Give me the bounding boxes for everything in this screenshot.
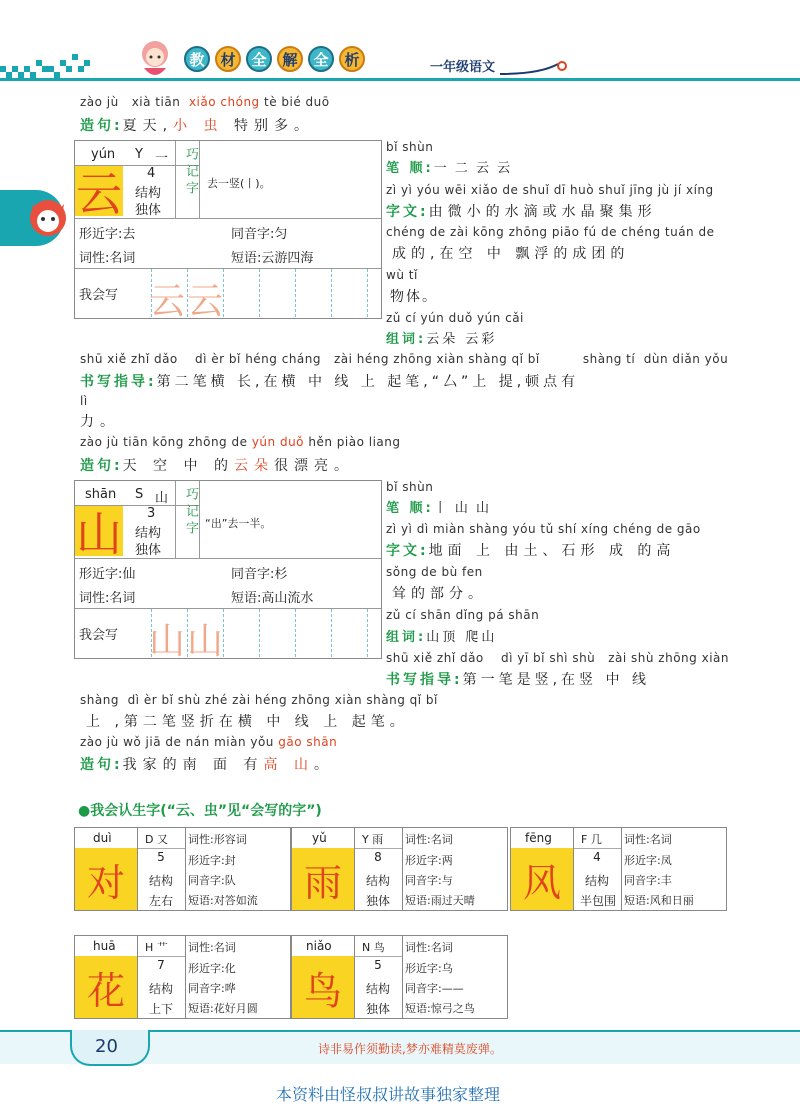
grid-line (259, 609, 260, 657)
card-letter: N 鸟 (362, 941, 385, 954)
qiaoji-tip: 去一竖(丨)。 (207, 177, 271, 190)
title-char: 教 (184, 46, 210, 72)
card-divider (75, 558, 381, 559)
card-pinyin: yǔ (312, 831, 327, 845)
card-struct: 结构 (148, 874, 173, 888)
card-letter: F 几 (581, 833, 602, 846)
guide-pinyin: shū xiě zhǐ dǎo dì èr bǐ héng cháng zài héng zhōng xiàn shàng qǐ bǐ shàng tí dùn diǎn yǒu (80, 352, 729, 366)
grid-line (331, 269, 332, 317)
ziyi-line-3: 物体。 (390, 289, 438, 305)
grid-line (223, 269, 224, 317)
card-struct-type: 独体 (135, 203, 162, 218)
card-big-char: 云 (76, 167, 122, 221)
tongyin-zi: 同音字:杉 (231, 567, 288, 582)
card-struct: 结构 (135, 526, 162, 541)
grid-line (367, 269, 368, 317)
card-divider (75, 268, 381, 269)
cixing: 词性:名词 (405, 941, 453, 954)
guide-pinyin-cont: shàng dì èr bǐ shù zhé zài héng zhōng xiàn shàng qǐ bǐ (80, 693, 438, 707)
xingjin-zi: 形近字:仙 (79, 567, 136, 582)
guide-line-cont: 上 ,第二笔竖折在横 中 线 上 起笔。 (86, 714, 409, 730)
ziyi-line-2: 成的,在空 中 飘浮的成团的 (392, 246, 630, 262)
qiaoji-label: 巧记字 (183, 487, 198, 538)
ziyi-pinyin-3: wù tǐ (386, 268, 418, 282)
card-big-char: 对 (75, 848, 137, 910)
card-big-char: 雨 (292, 848, 354, 910)
header-swoosh (500, 60, 570, 76)
xingjin-zi: 形近字:化 (188, 962, 236, 975)
card-big-char: 花 (75, 956, 137, 1018)
card-struct: 结构 (365, 874, 390, 888)
ziyi-line-2: 耸的部分。 (392, 586, 487, 602)
card-col-rule (137, 828, 138, 910)
card-pinyin: huā (93, 939, 116, 953)
card-pinyin: niǎo (306, 939, 332, 953)
header-title (184, 46, 365, 72)
ziyi-pinyin: zì yì dì miàn shàng yóu tǔ shí xíng chéng de gāo (386, 522, 701, 536)
title-char: 析 (339, 46, 365, 72)
cixing: 词性:形容词 (188, 833, 247, 846)
sentence-line: 造句:我家的南 面 有高 山。 (80, 757, 334, 773)
card-struct-type: 上下 (148, 1002, 173, 1016)
card-letter: D 又 (145, 833, 168, 846)
card-pinyin: duì (93, 831, 112, 845)
card-strokes: 8 (374, 850, 382, 864)
card-big-char: 山 (76, 507, 122, 561)
card-col-rule (354, 936, 355, 1018)
ghost-char: 山 (187, 621, 224, 662)
cixing: 词性:名词 (79, 251, 136, 266)
card-struct-type: 独体 (135, 543, 162, 558)
card-col-rule (402, 936, 403, 1018)
char-card-hua (74, 935, 291, 1019)
card-radical: 山 (155, 491, 169, 506)
card-struct-type: 独体 (365, 894, 390, 908)
grid-line (295, 269, 296, 317)
duanyu: 短语:花好月圆 (188, 1002, 258, 1015)
wohui-label: 我会写 (79, 288, 119, 303)
qiaoji-tip: “出”去一半。 (205, 517, 272, 530)
guide-pinyin-2: lì (80, 394, 88, 408)
ziyi-line: 字文:地面 上 由土、石形 成 的高 (386, 543, 676, 559)
char-card-yu (291, 827, 508, 911)
card-col-rule (175, 481, 176, 558)
header-rule (0, 78, 800, 81)
xingjin-zi: 形近字:去 (79, 227, 136, 242)
card-struct: 结构 (148, 982, 173, 996)
duanyu: 短语:对答如流 (188, 894, 258, 907)
card-letter: Y (135, 147, 143, 162)
grid-line (259, 269, 260, 317)
grid-line (331, 609, 332, 657)
card-strokes: 5 (157, 850, 165, 864)
card-struct: 结构 (135, 186, 162, 201)
pinyin-line: zào jù tiān kōng zhōng de yún duǒ hěn piào liang (80, 435, 401, 449)
card-radical: 一 (155, 151, 169, 166)
card-pinyin: yún (91, 147, 116, 162)
card-letter: S (135, 487, 144, 502)
tongyin-zi: 同音字:—— (405, 982, 464, 995)
xingjin-zi: 形近字:凤 (624, 854, 672, 867)
card-letter: Y 雨 (362, 833, 384, 846)
card-pinyin: fēng (525, 831, 552, 845)
grid-line (223, 609, 224, 657)
pinyin-line: zào jù xià tiān xiǎo chóng tè bié duō (80, 95, 330, 109)
xingjin-zi: 形近字:乌 (405, 962, 453, 975)
card-divider (75, 218, 381, 219)
footer-credit: 本资料由怪叔叔讲故事独家整理 (276, 1085, 501, 1104)
title-char: 全 (308, 46, 334, 72)
duanyu: 短语:惊弓之鸟 (405, 1002, 475, 1015)
tongyin-zi: 同音字:哗 (188, 982, 236, 995)
duanyu: 短语:雨过天晴 (405, 894, 475, 907)
grid-line (295, 609, 296, 657)
footer-motto: 诗非易作须勤读,梦亦难精莫废弹。 (318, 1042, 502, 1056)
grid-line (367, 609, 368, 657)
char-card-feng (510, 827, 727, 911)
ghost-char: 山 (149, 621, 186, 662)
wohui-label: 我会写 (79, 628, 119, 643)
cixing: 词性:名词 (188, 941, 236, 954)
title-char: 全 (246, 46, 272, 72)
card-col-rule (185, 828, 186, 910)
duanyu: 短语:云游四海 (231, 251, 314, 266)
card-strokes: 7 (157, 958, 165, 972)
sentence-line: 造句:天 空 中 的云朵很漂亮。 (80, 458, 354, 474)
card-col-rule (175, 141, 176, 218)
qiaoji-label: 巧记字 (183, 147, 198, 198)
card-col-rule (402, 828, 403, 910)
cixing: 词性:名词 (624, 833, 672, 846)
ziyi-pinyin-2: sǒng de bù fen (386, 565, 483, 579)
ghost-char: 云 (149, 281, 186, 322)
bishun-line: 笔 顺:丨 山 山 (386, 501, 491, 516)
card-struct: 结构 (584, 874, 609, 888)
card-big-char: 鸟 (292, 956, 354, 1018)
card-struct: 结构 (365, 982, 390, 996)
bishun-line: 笔 顺:一 二 云 云 (386, 161, 513, 176)
tongyin-zi: 同音字:与 (405, 874, 453, 887)
card-col-rule (185, 936, 186, 1018)
bishun-pinyin: bǐ shùn (386, 140, 434, 154)
header-subtitle: 一年级语文 (430, 60, 496, 75)
card-letter: H 艹 (145, 941, 168, 954)
card-struct-type: 半包围 (579, 894, 616, 908)
char-card-dui (74, 827, 291, 911)
section-title: ●我会认生字(“云、虫”见“会写的字”) (78, 803, 322, 819)
cixing: 词性:名词 (405, 833, 453, 846)
card-struct-type: 左右 (148, 894, 173, 908)
guide-line: 书写指导:第一笔是竖,在竖 中 线 (386, 672, 650, 688)
char-card-shan (74, 480, 382, 662)
mascot-girl-icon (132, 38, 178, 80)
card-big-char: 风 (511, 848, 573, 910)
char-card-niao (291, 935, 508, 1019)
bishun-pinyin: bǐ shùn (386, 480, 434, 494)
zuci-line: 组词:山顶 爬山 (386, 630, 498, 645)
pinyin-line: zào jù wǒ jiā de nán miàn yǒu gāo shān (80, 735, 338, 749)
xingjin-zi: 形近字:两 (405, 854, 453, 867)
char-card-yun (74, 140, 382, 322)
zuci-pinyin: zǔ cí shān dǐng pá shān (386, 608, 540, 622)
ziyi-pinyin: zì yì yóu wēi xiǎo de shuǐ dī huò shuǐ jīng jù jí xíng (386, 183, 714, 197)
guide-pinyin: shū xiě zhǐ dǎo dì yī bǐ shì shù zài shù zhōng xiàn (386, 651, 729, 665)
ziyi-line: 字文:由微小的水滴或水晶聚集形 (386, 204, 657, 220)
duanyu: 短语:高山流水 (231, 591, 314, 606)
card-col-rule (354, 828, 355, 910)
tongyin-zi: 同音字:匀 (231, 227, 288, 242)
duanyu: 短语:风和日丽 (624, 894, 694, 907)
guide-line: 书写指导:第二笔横 长,在横 中 线 上 起笔,“厶”上 提,顿点有 (80, 374, 580, 390)
tongyin-zi: 同音字:丰 (624, 874, 672, 887)
card-col-rule (137, 936, 138, 1018)
card-strokes: 4 (593, 850, 601, 864)
cixing: 词性:名词 (79, 591, 136, 606)
ghost-char: 云 (187, 281, 224, 322)
zuci-line: 组词:云朵 云彩 (386, 332, 498, 347)
ziyi-pinyin-2: chéng de zài kōng zhōng piāo fú de chéng tuán de (386, 225, 715, 239)
card-strokes: 3 (147, 506, 156, 521)
tongyin-zi: 同音字:队 (188, 874, 236, 887)
xingjin-zi: 形近字:封 (188, 854, 236, 867)
title-char: 材 (215, 46, 241, 72)
card-divider (75, 608, 381, 609)
sentence-line: 造句:夏天,小 虫 特别多。 (80, 118, 314, 134)
card-strokes: 5 (374, 958, 382, 972)
title-char: 解 (277, 46, 303, 72)
card-struct-type: 独体 (365, 1002, 390, 1016)
card-pinyin: shān (85, 487, 117, 502)
card-strokes: 4 (147, 166, 156, 181)
zuci-pinyin: zǔ cí yún duǒ yún cǎi (386, 311, 524, 325)
guide-line-2: 力。 (80, 414, 120, 430)
fox-mascot-icon (28, 198, 68, 238)
page-number: 20 (95, 1036, 118, 1057)
